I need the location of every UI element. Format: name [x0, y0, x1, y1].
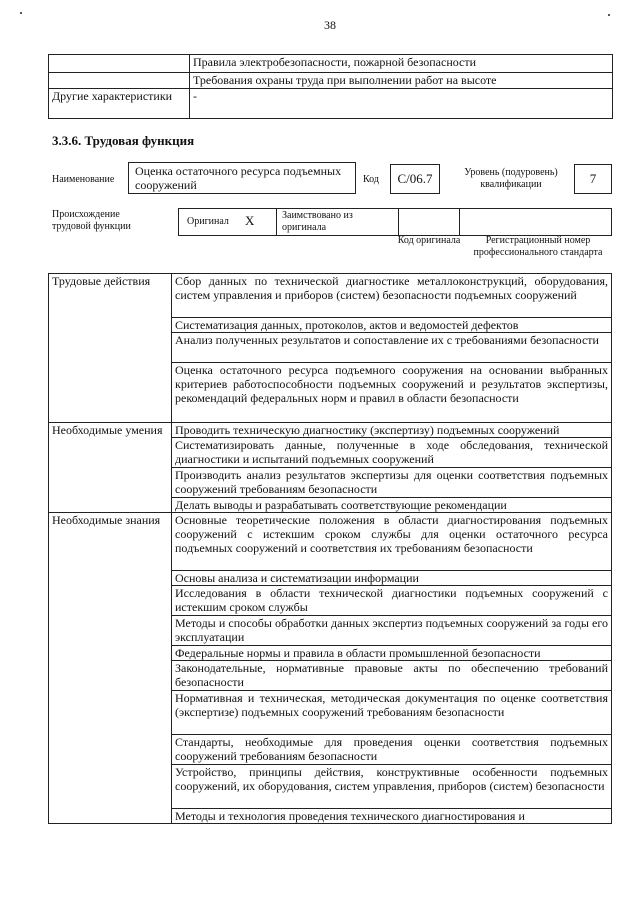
origin-divider: [398, 209, 399, 235]
list-item: Проводить техническую диагностику (экспертизу) подъемных сооружений: [172, 423, 612, 438]
group-title: Необходимые знания: [49, 513, 172, 824]
code-label: Код: [363, 174, 379, 185]
scan-mark: [608, 14, 610, 16]
main-table: [48, 273, 612, 824]
list-item: Производить анализ результатов экспертизы для оценки соответствия подъемных сооружений требованиям безопасности: [172, 468, 612, 498]
list-item: Законодательные, нормативные правовые акты по обеспечению требований безопасности: [172, 661, 612, 691]
list-item: Федеральные нормы и правила в области промышленной безопасности: [172, 646, 612, 661]
name-label: Наименование: [52, 174, 115, 185]
level-box: [574, 164, 612, 194]
code-box: [390, 164, 440, 194]
borrowed-label: Заимствовано из оригинала: [282, 210, 353, 233]
top-table-left-cell: [49, 55, 190, 73]
group-title: Трудовые действия: [49, 274, 172, 423]
list-item: Оценка остаточного ресурса подъемного сооружения на основании выбранных критериев работоспособности подъемных сооружений и результатов экспертизы, рекомендаций федеральных норм и правил в области безопасности: [172, 363, 612, 423]
origin-label: Происхождение трудовой функции: [52, 209, 131, 232]
list-item: Анализ полученных результатов и сопоставление их с требованиями безопасности: [172, 333, 612, 363]
list-item: Систематизация данных, протоколов, актов и ведомостей дефектов: [172, 318, 612, 333]
list-item: Основы анализа и систематизации информации: [172, 571, 612, 586]
top-table-right-cell: Правила электробезопасности, пожарной безопасности: [190, 55, 613, 73]
scan-mark: [20, 12, 22, 14]
list-item: Устройство, принципы действия, конструктивные особенности подъемных сооружений, их оборудования, систем управления, приборов (систем) безопасности: [172, 765, 612, 809]
list-item: Нормативная и техническая, методическая документация по оценке соответствия (экспертизе) подъемных сооружений требованиям безопасности: [172, 691, 612, 735]
code-value: C/06.7: [397, 171, 433, 186]
reg-number-caption: Регистрационный номер профессионального стандарта: [473, 235, 603, 258]
original-label: Оригинал: [187, 216, 229, 227]
page-number: 38: [324, 18, 336, 32]
list-item: Методы и способы обработки данных экспертиз подъемных сооружений за годы его эксплуатации: [172, 616, 612, 646]
section-title: 3.3.6. Трудовая функция: [52, 133, 195, 148]
origin-box: [178, 208, 612, 236]
name-box: [128, 162, 356, 194]
origin-divider: [276, 209, 277, 235]
top-table-left-cell: [49, 73, 190, 89]
top-table-right-cell: Требования охраны труда при выполнении работ на высоте: [190, 73, 613, 89]
level-value: 7: [589, 171, 597, 186]
code-original-caption: Код оригинала: [397, 235, 461, 246]
list-item: Систематизировать данные, полученные в ходе обследования, технической диагностики и испытаний подъемных сооружений: [172, 438, 612, 468]
list-item: Делать выводы и разрабатывать соответствующие рекомендации: [172, 498, 612, 513]
top-table: [48, 54, 613, 119]
other-characteristics-value: -: [190, 89, 613, 119]
list-item: Сбор данных по технической диагностике металлоконструкций, оборудования, систем управления и приборов (систем) безопасности подъемных сооружений: [172, 274, 612, 318]
level-label: Уровень (подуровень) квалификации: [464, 167, 558, 190]
list-item: Исследования в области технической диагностики подъемных сооружений с истекшим сроком службы: [172, 586, 612, 616]
origin-divider: [459, 209, 460, 235]
original-mark: X: [245, 213, 255, 228]
list-item: Стандарты, необходимые для проведения оценки соответствия подъемных сооружений требованиям безопасности: [172, 735, 612, 765]
function-name: Оценка остаточного ресурса подъемных сооружений: [135, 164, 342, 192]
list-item: Основные теоретические положения в области диагностирования подъемных сооружений с истекшим сроком службы для оценки остаточного ресурса подъемных сооружений и соответствия их требованиям безопасности: [172, 513, 612, 571]
group-title: Необходимые умения: [49, 423, 172, 513]
list-item: Методы и технология проведения технического диагностирования и: [172, 809, 612, 824]
other-characteristics-label: Другие характеристики: [49, 89, 190, 119]
